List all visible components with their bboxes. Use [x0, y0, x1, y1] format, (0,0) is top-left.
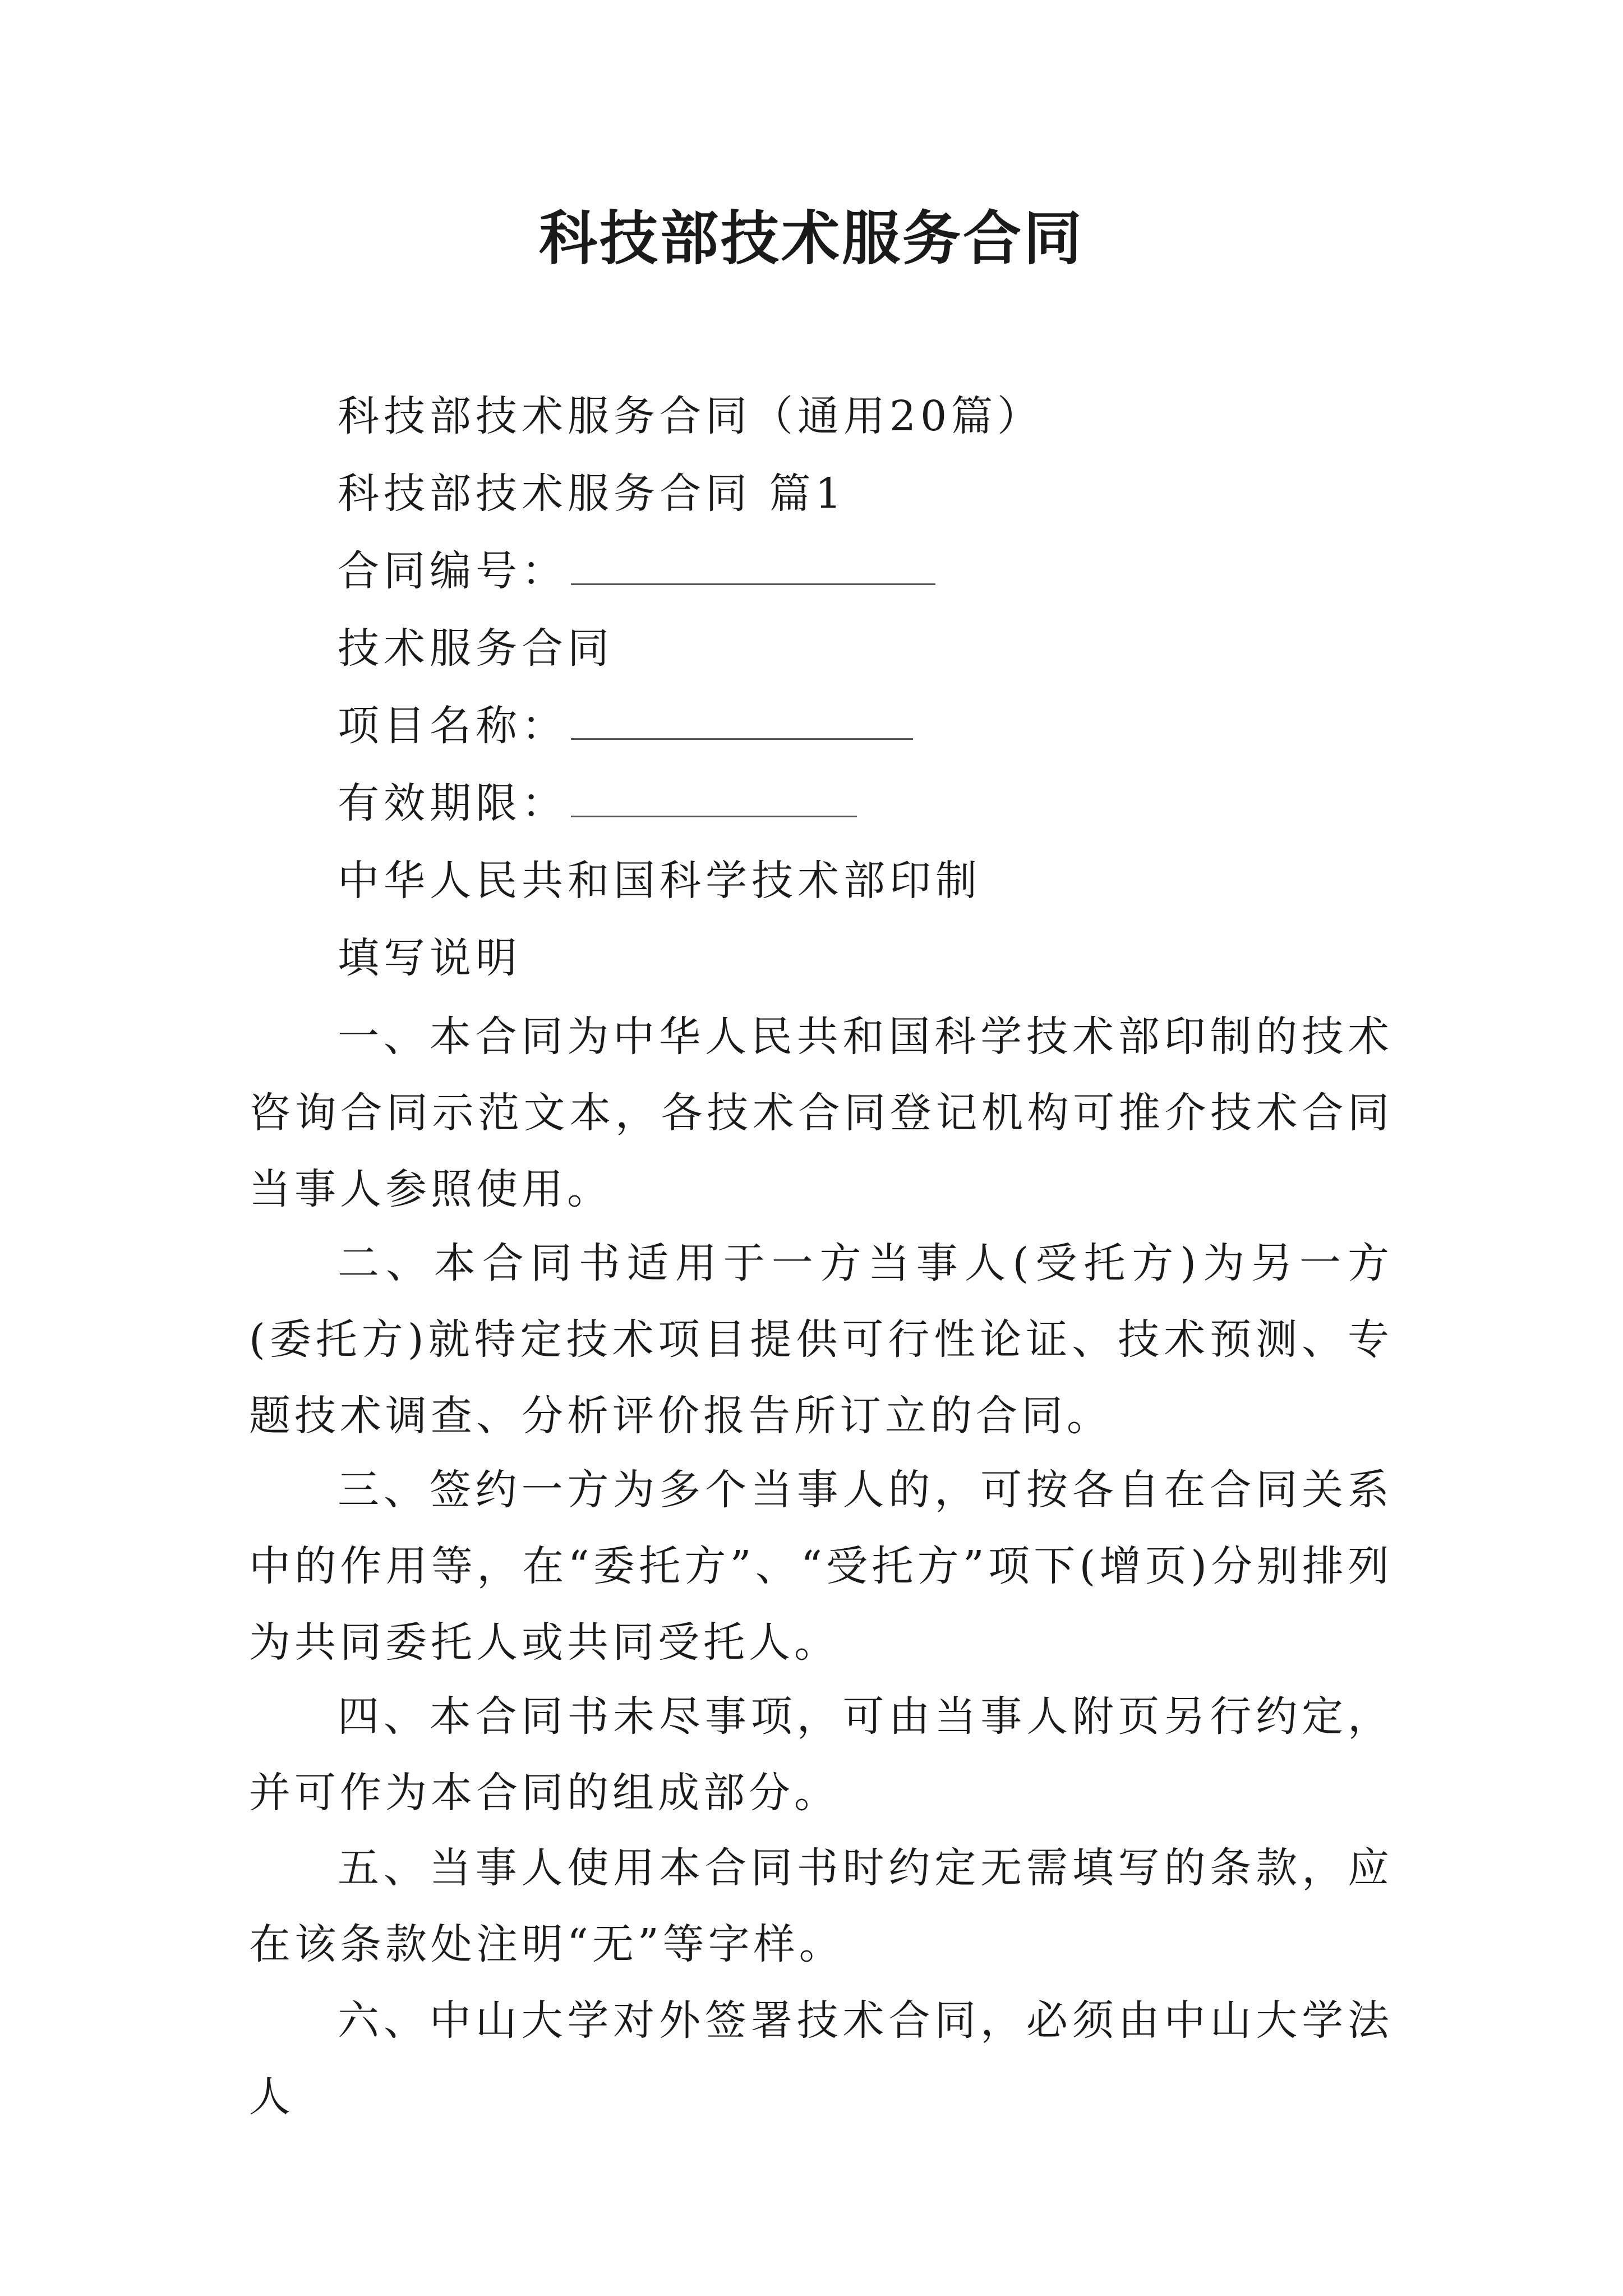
contract-type-label: 技术服务合同 — [338, 624, 614, 673]
section-heading: 科技部技术服务合同 篇1 — [338, 470, 846, 518]
instructions-heading: 填写说明 — [338, 934, 522, 982]
project-name-blank — [571, 703, 913, 740]
instruction-paragraph-4: 四、本合同书未尽事项，可由当事人附页另行约定，并可作为本合同的组成部分。 — [249, 1692, 1393, 1817]
instruction-paragraph-3: 三、签约一方为多个当事人的，可按各自在合同关系中的作用等，在“委托方”、“受托方”项下(增页)分别排列为共同委托人或共同受托人。 — [249, 1466, 1393, 1667]
project-name-label: 项目名称： — [338, 702, 568, 750]
validity-period-label: 有效期限： — [338, 779, 568, 827]
instruction-paragraph-1: 一、本合同为中华人民共和国科学技术部印制的技术咨询合同示范文本，各技术合同登记机构可推介技术合同当事人参照使用。 — [249, 1013, 1393, 1213]
document-title: 科技部技术服务合同 — [538, 204, 1084, 273]
instruction-paragraph-6: 六、中山大学对外签署技术合同，必须由中山大学法人 — [249, 1996, 1393, 2121]
contract-number-label: 合同编号： — [338, 547, 568, 595]
validity-period-blank — [571, 781, 857, 817]
instruction-paragraph-2: 二、本合同书适用于一方当事人(受托方)为另一方(委托方)就特定技术项目提供可行性论证、技术预测、专题技术调查、分析评价报告所订立的合同。 — [249, 1239, 1393, 1440]
printer-line: 中华人民共和国科学技术部印制 — [338, 857, 981, 905]
contract-number-row — [338, 543, 935, 599]
validity-period-row — [338, 775, 857, 831]
document-subtitle: 科技部技术服务合同（通用20篇） — [338, 392, 1044, 440]
instruction-paragraph-5: 五、当事人使用本合同书时约定无需填写的条款，应在该条款处注明“无”等字样。 — [249, 1844, 1393, 1968]
contract-number-blank — [571, 549, 935, 585]
project-name-row — [338, 698, 913, 754]
